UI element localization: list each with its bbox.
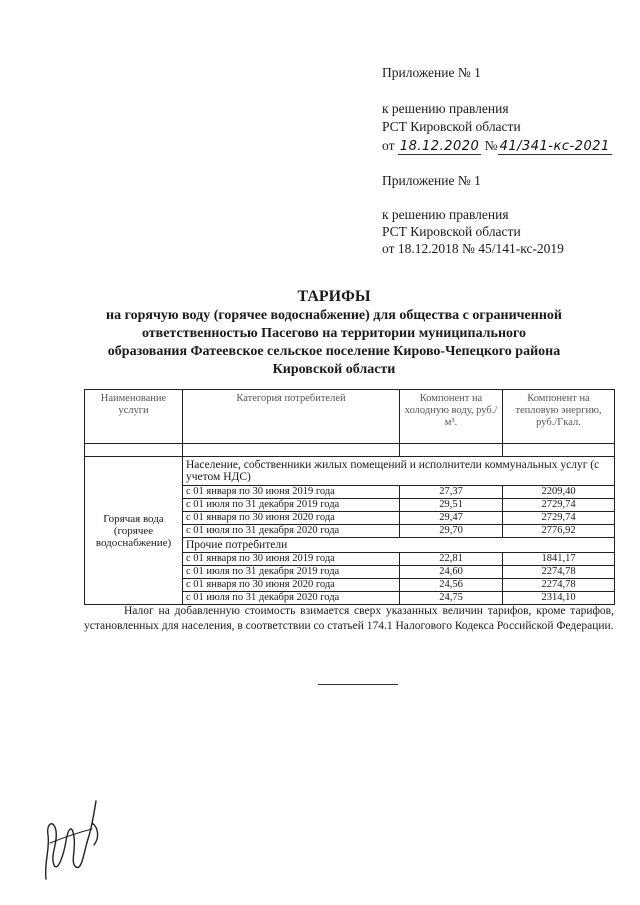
period-cell: с 01 июля по 31 декабря 2020 года (183, 525, 400, 538)
group-row-population (85, 457, 615, 486)
heat-value-cell: 2776,92 (503, 525, 615, 538)
period-cell: с 01 июля по 31 декабря 2020 года (183, 592, 400, 605)
heat-value-cell: 2274,78 (503, 579, 615, 592)
table-header-row (85, 390, 615, 444)
separator-line (318, 684, 398, 685)
appendix-authority-line: РСТ Кировской области (382, 119, 521, 134)
subtitle-line-1: на горячую воду (горячее водоснабжение) для общества с ограниченной (106, 308, 562, 323)
period-cell: с 01 января по 30 июня 2020 года (183, 579, 400, 592)
cold-value-cell: 24,60 (400, 566, 503, 579)
heat-value-cell: 2209,40 (503, 486, 615, 499)
service-name-cell: Горячая вода (горячее водоснабжение) (85, 457, 183, 605)
appendix-decision-line: к решению правления (382, 101, 509, 116)
header-heat-energy: Компонент на тепловую энергию, руб./Гкал. (503, 390, 615, 444)
handwritten-number: 41/341-кс-2021 (499, 139, 610, 154)
cold-value-cell: 27,37 (400, 486, 503, 499)
document-title: ТАРИФЫ (297, 288, 371, 305)
vat-note: Налог на добавленную стоимость взимается сверх указанных величин тарифов, кроме тарифов, установленных для населения, в соответствии со статьей 174.1 Налогового Кодекса Российской Федерации. (84, 605, 614, 632)
subtitle-line-2: ответственностью Пасегово на территории муниципального (141, 326, 527, 341)
appendix-old-decision-line: к решению правления (382, 207, 509, 222)
header-service: Наименование услуги (85, 390, 183, 444)
spacer-row (85, 444, 615, 457)
heat-value-cell: 1841,17 (503, 553, 615, 566)
group-label-population: Население, собственники жилых помещений и исполнители коммунальных услуг (с учетом НДС) (183, 457, 615, 486)
appendix-title: Приложение № 1 (382, 65, 481, 80)
period-cell: с 01 января по 30 июня 2019 года (183, 553, 400, 566)
cold-value-cell: 22,81 (400, 553, 503, 566)
number-prefix: № (484, 138, 498, 153)
header-cold-water: Компонент на холодную воду, руб./м³. (400, 390, 503, 444)
cold-value-cell: 24,56 (400, 579, 503, 592)
group-label-other: Прочие потребители (183, 538, 615, 553)
cold-value-cell: 29,47 (400, 512, 503, 525)
cold-value-cell: 24,75 (400, 592, 503, 605)
cold-value-cell: 29,70 (400, 525, 503, 538)
heat-value-cell: 2729,74 (503, 512, 615, 525)
heat-value-cell: 2729,74 (503, 499, 615, 512)
header-category: Категория потребителей (183, 390, 400, 444)
period-cell: с 01 июля по 31 декабря 2019 года (183, 566, 400, 579)
period-cell: с 01 января по 30 июня 2019 года (183, 486, 400, 499)
handwritten-date: 18.12.2020 (399, 139, 480, 154)
heat-value-cell: 2274,78 (503, 566, 615, 579)
period-cell: с 01 июля по 31 декабря 2019 года (183, 499, 400, 512)
appendix-date-line (382, 137, 612, 155)
heat-value-cell: 2314,10 (503, 592, 615, 605)
subtitle-line-4: Кировской области (272, 362, 396, 377)
handwritten-signature (36, 793, 116, 885)
date-prefix: от (382, 138, 395, 153)
tariff-table (84, 389, 615, 605)
appendix-old-authority-line: РСТ Кировской области (382, 224, 521, 239)
period-cell: с 01 января по 30 июня 2020 года (183, 512, 400, 525)
subtitle-line-3: образования Фатеевское сельское поселение Кирово-Чепецкого района (107, 344, 561, 359)
appendix-old-date-line: от 18.12.2018 № 45/141-кс-2019 (382, 241, 564, 256)
cold-value-cell: 29,51 (400, 499, 503, 512)
appendix-old-title: Приложение № 1 (382, 173, 481, 188)
